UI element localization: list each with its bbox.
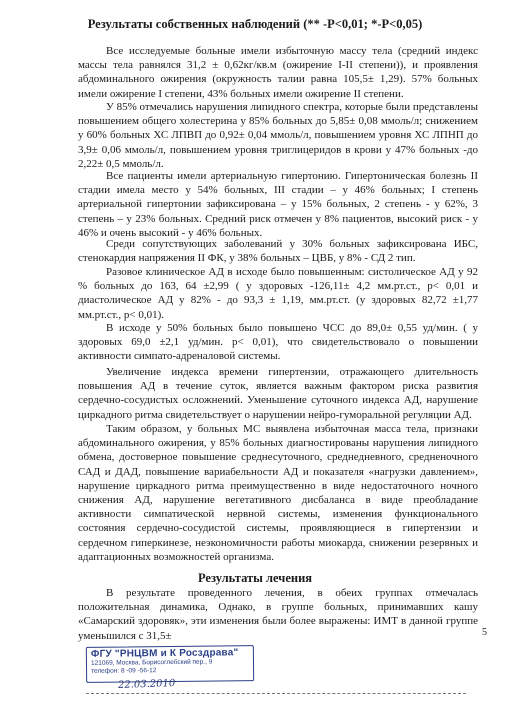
paragraph-comorbidities: Среди сопутствующих заболеваний у 30% больных зафиксирована ИБС, стенокардия напряжения II ФК, у 38% больных – ЦВБ, у 8% - СД 2 тип.: [78, 238, 478, 265]
section-heading-treatment: Результаты лечения: [197, 571, 313, 585]
paragraph-lipid-spectrum: У 85% отмечались нарушения липидного спектра, которые были представлены повышением общего холестерина у 85% больных до 5,85± 0,08 ммоль/л; снижением у 60% больных ХС ЛПВП до 0,92± 0,04 ммоль/л, повышением уровня ХС ЛПНП до 3,9± 0,06 ммоль/л, повышением уровня триглицеридов в крови у 47% больных -до 2,22± 0,5 ммоль/л.: [78, 101, 478, 170]
page-heading: Результаты собственных наблюдений (** -Р<0,01; *-Р<0,05): [87, 17, 423, 31]
paragraph-clinical-bp: Разовое клиническое АД в исходе было повышенным: систолическое АД у 92 % больных до 163, 64 ±2,99 ( у здоровых -126,11± 4,2 мм.рт.ст., р< 0,01 и диастолическое АД у 82% - до 93,3 ± 1,19, мм.рт.ст. (у здоровых 82,72 ±1,77 мм.рт.ст., р< 0,01).: [78, 266, 478, 321]
paragraph-treatment: В результате проведенного лечения, в обеих группах отмечалась положительная динамика, Однако, в группе больных, принимавших кашу «Самарский здоровяк», эти изменения были более выражены: ИМТ в данной группе уменьшился с 31,5±: [78, 587, 478, 642]
page-number: 5: [482, 627, 487, 638]
handwritten-date: 22.03.2010: [117, 678, 176, 691]
stamp-line-3: телефон: 8 -09 -56-12: [91, 667, 157, 675]
footer-divider: [86, 693, 466, 694]
stamp-line-2: 121069, Москва, Борисоглебский пер., 9: [90, 658, 213, 667]
paragraph-hypertension: Все пациенты имели артериальную гипертонию. Гипертоническая болезнь II стадии имела место у 54% больных, III стадии – у 46% больных; I степень артериальной гипертонии зафиксирована – у 15% больных, 2 степень - у 62%, 3 степень – у 23% больных. Средний риск отмечен у 8% пациентов, высокий риск - у 46% и очень высокий - у 46% больных.: [78, 170, 478, 239]
paragraph-hypertension-index: Увеличение индекса времени гипертензии, отражающего длительность повышения АД в течение суток, является важным фактором риска развития сердечно-сосудистых осложнений. Уменьшение суточного индекса АД, нарушение циркадного ритма свидетельствует о нарушении нейро-гуморальной регуляции АД.: [78, 366, 478, 421]
paragraph-body-mass: Все исследуемые больные имели избыточную массу тела (средний индекс массы тела равнялся 31,2 ± 0,62кг/кв.м (ожирение I-II степени)), и проявления абдоминального ожирения (окружность талии равна 105,5± 1,29). 57% больных имели ожирение I степени, 43% больных имели ожирение II степени.: [78, 45, 478, 100]
stamp-line-1: ФГУ "РНЦВМ и К Росздрава": [90, 647, 239, 660]
paragraph-heart-rate: В исходе у 50% больных было повышено ЧСС до 89,0± 0,55 уд/мин. ( у здоровых 69,0 ±2,1 уд/мин. р< 0,01), что свидетельствовало о повышении активности симпато-адреналовой системы.: [78, 322, 478, 363]
paragraph-conclusion: Таким образом, у больных МС выявлена избыточная масса тела, признаки абдоминального ожирения, у 85% больных диагностированы нарушения липидного обмена, достоверное повышение среднесуточного, среднедневного, средненочного САД и ДАД, повышение вариабельности АД и показателя «нагрузки давлением», нарушение циркадного ритма преимущественно в виде недостаточного ночного снижения АД, нарушение вегетативного дисбаланса в виде преобладание активности симпатической нервной системы, изменения функционального состояния сердечно-сосудистой системы, проявляющиеся в гипертензии и сердечном гиперкинезе, неэкономичности работы миокарда, снижении резервных и адаптационных возможностей организма.: [78, 423, 478, 563]
